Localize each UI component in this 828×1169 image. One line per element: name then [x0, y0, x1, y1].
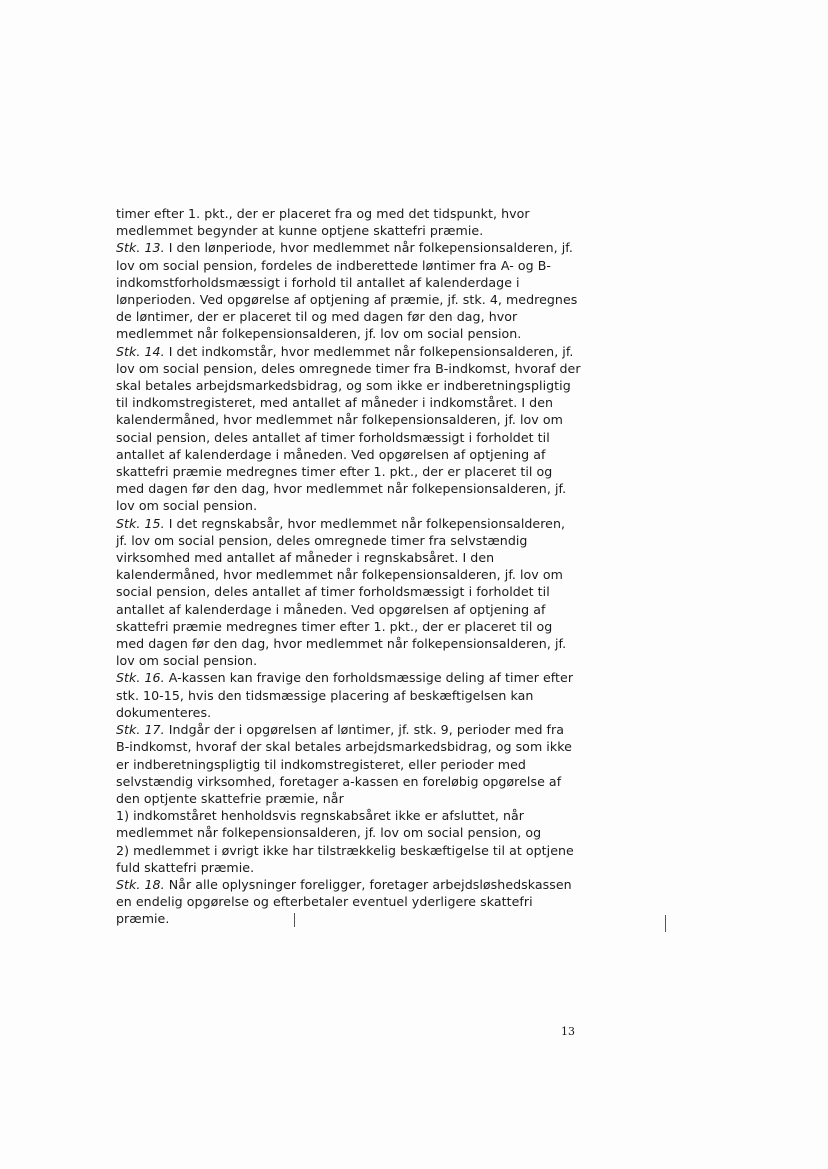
line-text: dokumenteres.: [116, 704, 212, 720]
text-line: [116, 291, 586, 308]
text-line: [116, 738, 586, 755]
line-text: skattefri præmie medregnes timer efter 1. pkt., der er placeret til og: [116, 618, 553, 634]
text-line: [116, 549, 586, 566]
section-marker: Stk. 14.: [116, 343, 165, 359]
line-text: antallet af kalenderdage i måneden. Ved opgørelsen af optjening af: [116, 601, 546, 617]
text-line: [116, 239, 586, 256]
text-line: [116, 257, 586, 274]
text-line: [116, 566, 586, 583]
line-text: I det indkomstår, hvor medlemmet når folkepensionsalderen, jf.: [164, 343, 574, 359]
line-text: 2) medlemmet i øvrigt ikke har tilstrækkelig beskæftigelse til at optjene: [116, 842, 574, 858]
line-text: med dagen før den dag, hvor medlemmet når folkepensionsalderen, jf.: [116, 481, 567, 497]
text-line: [116, 377, 586, 394]
line-text: til indkomstregisteret, med antallet af måneder i indkomståret. I den: [116, 395, 554, 411]
line-text: kalendermåned, hvor medlemmet når folkepensionsalderen, jf. lov om: [116, 567, 563, 583]
line-text: de løntimer, der er placeret til og med dagen før den dag, hvor: [116, 309, 518, 325]
line-text: en endelig opgørelse og efterbetaler eventuel yderligere skattefri: [116, 894, 533, 910]
line-text: kalendermåned, hvor medlemmet når folkepensionsalderen, jf. lov om: [116, 412, 563, 428]
text-line: [116, 222, 586, 239]
text-line: [116, 274, 586, 291]
text-line: [116, 893, 586, 910]
text-line: [116, 756, 586, 773]
scan-mark: [294, 913, 295, 927]
line-text: B-indkomst, hvoraf der skal betales arbejdsmarkedsbidrag, og som ikke: [116, 739, 572, 755]
line-text: præmie.: [116, 911, 170, 927]
text-line: [116, 824, 586, 841]
text-line: [116, 790, 586, 807]
text-line: [116, 721, 586, 738]
section-marker: Stk. 18.: [116, 876, 165, 892]
section-marker: Stk. 15.: [116, 515, 165, 531]
section-marker: Stk. 17.: [116, 722, 165, 738]
line-text: Indgår der i opgørelsen af løntimer, jf. stk. 9, perioder med fra: [164, 722, 565, 738]
text-line: [116, 687, 586, 704]
line-text: fuld skattefri præmie.: [116, 859, 255, 875]
line-text: lov om social pension.: [116, 653, 258, 669]
line-text: I den lønperiode, hvor medlemmet når folkepensionsalderen, jf.: [164, 240, 573, 256]
line-text: timer efter 1. pkt., der er placeret fra og med det tidspunkt, hvor: [116, 206, 530, 221]
text-line: [116, 515, 586, 532]
text-line: [116, 583, 586, 600]
section-marker: Stk. 13.: [116, 240, 165, 256]
line-text: den optjente skattefrie præmie, når: [116, 790, 344, 806]
text-line: [116, 343, 586, 360]
line-text: I det regnskabsår, hvor medlemmet når folkepensionsalderen,: [164, 515, 566, 531]
line-text: med dagen før den dag, hvor medlemmet når folkepensionsalderen, jf.: [116, 636, 567, 652]
text-line: [116, 652, 586, 669]
line-text: social pension, deles antallet af timer forholdsmæssigt i forholdet til: [116, 429, 550, 445]
line-text: medlemmet når folkepensionsalderen, jf. lov om social pension.: [116, 326, 522, 342]
line-text: skattefri præmie medregnes timer efter 1. pkt., der er placeret til og: [116, 464, 553, 480]
line-text: virksomhed med antallet af måneder i regnskabsåret. I den: [116, 550, 495, 566]
line-text: stk. 10-15, hvis den tidsmæssige placering af beskæftigelsen kan: [116, 687, 534, 703]
line-text: lønperioden. Ved opgørelse af optjening af præmie, jf. stk. 4, medregnes: [116, 292, 578, 308]
line-text: skal betales arbejdsmarkedsbidrag, og som ikke er indberetningspligtig: [116, 378, 571, 394]
line-text: lov om social pension, deles omregnede timer fra B-indkomst, hvoraf der: [116, 360, 581, 376]
text-line: [116, 446, 586, 463]
line-text: lov om social pension.: [116, 498, 258, 514]
line-text: medlemmet begynder at kunne optjene skattefri præmie.: [116, 223, 484, 239]
body-text: [116, 205, 586, 928]
text-line: [116, 463, 586, 480]
text-line: [116, 360, 586, 377]
section-marker: Stk. 16.: [116, 670, 165, 686]
text-line: [116, 842, 586, 859]
text-line: [116, 773, 586, 790]
scan-mark: [665, 915, 666, 932]
line-text: A-kassen kan fravige den forholdsmæssige deling af timer efter: [164, 670, 574, 686]
text-line: [116, 308, 586, 325]
text-line: [116, 859, 586, 876]
line-text: medlemmet når folkepensionsalderen, jf. lov om social pension, og: [116, 825, 542, 841]
line-text: social pension, deles antallet af timer forholdsmæssigt i forholdet til: [116, 584, 550, 600]
text-line: [116, 635, 586, 652]
text-line: [116, 807, 586, 824]
line-text: selvstændig virksomhed, foretager a-kassen en foreløbig opgørelse af: [116, 773, 562, 789]
line-text: lov om social pension, fordeles de indberettede løntimer fra A- og B-: [116, 257, 552, 273]
line-text: indkomstforholdsmæssigt i forhold til antallet af kalenderdage i: [116, 274, 520, 290]
text-line: [116, 910, 586, 927]
text-line: [116, 618, 586, 635]
text-line: [116, 205, 586, 222]
text-line: [116, 325, 586, 342]
line-text: er indberetningspligtig til indkomstregisteret, eller perioder med: [116, 756, 526, 772]
text-line: [116, 601, 586, 618]
text-line: [116, 497, 586, 514]
text-line: [116, 669, 586, 686]
text-line: [116, 411, 586, 428]
line-text: antallet af kalenderdage i måneden. Ved opgørelsen af optjening af: [116, 446, 546, 462]
text-line: [116, 876, 586, 893]
line-text: 1) indkomståret henholdsvis regnskabsåret ikke er afsluttet, når: [116, 808, 524, 824]
page-number: 13: [561, 1025, 575, 1038]
text-line: [116, 429, 586, 446]
line-text: Når alle oplysninger foreligger, foretager arbejdsløshedskassen: [164, 876, 572, 892]
text-line: [116, 532, 586, 549]
line-text: jf. lov om social pension, deles omregnede timer fra selvstændig: [116, 532, 528, 548]
text-line: [116, 394, 586, 411]
text-line: [116, 480, 586, 497]
text-line: [116, 704, 586, 721]
